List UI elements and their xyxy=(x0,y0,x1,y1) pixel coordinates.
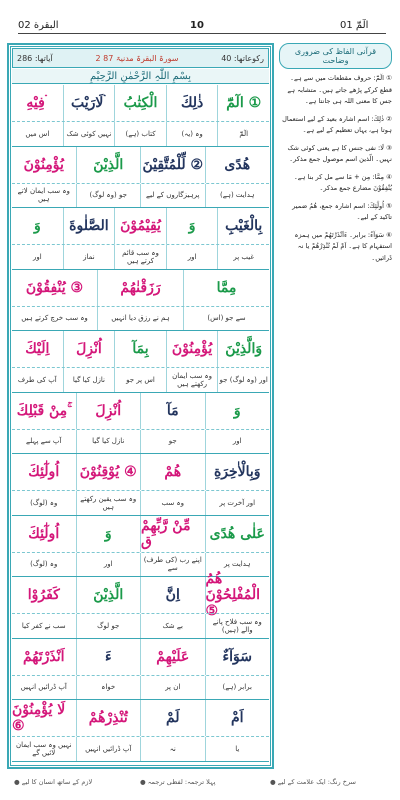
translation-row xyxy=(12,367,269,391)
arabic-word: ءَ xyxy=(76,639,141,675)
arabic-word: كَفَرُوْا xyxy=(27,587,60,604)
sidebar-title: قرآنی الفاظ کی ضروری وضاحت xyxy=(279,43,392,69)
arabic-word: رَزَقْنٰهُمْ xyxy=(97,270,183,306)
urdu-translation: خواہ xyxy=(76,676,141,699)
arabic-word: لَا يُؤْمِنُوْنَ ⑥ xyxy=(12,702,66,735)
word-row xyxy=(12,147,269,209)
surah-info-band xyxy=(12,48,269,68)
arabic-word: وَ xyxy=(76,516,141,552)
arabic-word: اَنْذَرْتَهُمْ xyxy=(22,648,65,665)
translation-row xyxy=(12,613,269,637)
arabic-word: اِنَّ xyxy=(140,577,205,613)
translation-row xyxy=(12,306,269,330)
surah-label: البقرة 02 xyxy=(18,20,59,31)
arabic-word: لِّلْمُتَّقِيْنَ ② xyxy=(140,147,205,183)
arabic-word: الْكِتٰبُ xyxy=(114,85,166,121)
arabic-word: سَوَآءٌ xyxy=(205,639,270,675)
word-row xyxy=(12,639,269,701)
arabic-word: عَلٰى هُدًى xyxy=(205,516,270,552)
arabic-word: مَآ xyxy=(140,393,205,429)
urdu-translation: وہ (لوگ) xyxy=(30,560,58,569)
urdu-translation: ان پر xyxy=(140,676,205,699)
ayat-count: آیاتھا: 286 xyxy=(17,53,53,63)
word-row xyxy=(12,270,269,332)
urdu-translation: بے شک xyxy=(140,614,205,637)
urdu-translation: سب نے کفر کیا xyxy=(21,621,66,630)
arabic-word: بِالْغَيْبِ xyxy=(217,208,269,244)
urdu-translation: یا xyxy=(205,737,270,760)
note-paragraph: ② ذٰلِكَ: اسم اشارہ بعید کے لیے استعمال ہوتا ہے، یہاں تعظیم کے لیے ہے۔ xyxy=(282,114,392,134)
arabic-word: مِنْ قَبْلِكَ ۚ xyxy=(16,402,71,419)
arabic-words xyxy=(12,270,269,306)
urdu-translation: آپ ڈرائیں انہیں xyxy=(76,737,141,760)
arabic-word: مِّنْ رَّبِّهِمْ ق xyxy=(140,516,205,552)
urdu-translation: وہ سب xyxy=(140,491,205,514)
urdu-translation: وہ سب فلاح پانے والے (ہیں) xyxy=(205,614,270,637)
translation-row xyxy=(12,121,269,145)
arabic-words xyxy=(12,147,269,183)
arabic-word: يُنْفِقُوْنَ ③ xyxy=(25,279,84,296)
note-paragraph: ③ لَا: نفی جنس کا ہے یعنی کوئی شک نہیں۔ الّذین اسم موصول جمع مذکر۔ xyxy=(287,143,392,163)
surah-title: 2 سورۃ البقرۃ مدنیۃ 87 xyxy=(95,53,179,63)
ruku-count: رکوعاتھا: 40 xyxy=(221,53,264,63)
urdu-translation: ہدایت پر xyxy=(205,553,270,576)
arabic-word: اُولٰٓئِكَ xyxy=(28,464,60,481)
arabic-word: يُؤْمِنُوْنَ xyxy=(166,331,218,367)
urdu-translation: آپ سے پہلے xyxy=(26,437,62,446)
word-row xyxy=(12,393,269,455)
urdu-translation: کتاب (ہے) xyxy=(114,122,166,145)
arabic-word: اِلَيْكَ xyxy=(25,341,50,358)
arabic-word: الَّذِيْنَ xyxy=(76,577,141,613)
arabic-word: لَمْ xyxy=(140,700,205,736)
word-row xyxy=(12,85,269,147)
footer-center: ● پہلا ترجمہ: لفظی ترجمہ xyxy=(140,778,216,786)
urdu-translation: نماز xyxy=(63,245,115,268)
urdu-translation: وہ سب ایمان رکھتے ہیں xyxy=(166,368,218,391)
urdu-translation: وہ سب قائم کرتے ہیں xyxy=(114,245,166,268)
arabic-word: عَلَيْهِمْ xyxy=(140,639,205,675)
urdu-translation: وہ سب یقین رکھتے ہیں xyxy=(76,491,141,514)
urdu-translation: نازل کیا گیا xyxy=(63,368,115,391)
arabic-words xyxy=(12,516,269,552)
arabic-word: وَ xyxy=(33,218,41,235)
note-paragraph: ④ مِمَّا: مِن + مَا سے مل کر بنا ہے۔ یُنْفِقُوْنَ مضارع جمع مذکر۔ xyxy=(293,172,392,192)
urdu-translation: ہدایت (ہے) xyxy=(205,184,270,207)
urdu-translation: وہ سب خرچ کرتے ہیں xyxy=(21,314,88,323)
urdu-translation: اور آخرت پر xyxy=(205,491,270,514)
arabic-word: تُنْذِرْهُمْ xyxy=(76,700,141,736)
arabic-word: اُولٰٓئِكَ xyxy=(28,525,60,542)
translation-row xyxy=(12,736,269,760)
urdu-translation: پرہیزگاروں کے لیے xyxy=(140,184,205,207)
arabic-words xyxy=(12,208,269,244)
translation-row xyxy=(12,490,269,514)
arabic-words xyxy=(12,639,269,675)
urdu-translation: ہم نے رزق دیا انہیں xyxy=(97,307,183,330)
arabic-words xyxy=(12,393,269,429)
urdu-translation: اور xyxy=(32,252,42,261)
arabic-word: بِمَآ xyxy=(114,331,166,367)
note-paragraph: ⑤ اُولٰٓئِكَ: اسم اشارہ جمع، ھُمُ ضمیر تاکید کے لیے۔ xyxy=(292,201,392,221)
urdu-translation: اپنے رب (کی طرف) سے xyxy=(140,553,205,576)
urdu-translation: (وہ لوگ) جو xyxy=(76,184,141,207)
translation-row xyxy=(12,183,269,207)
translation-row xyxy=(12,675,269,699)
arabic-word: اَمْ xyxy=(205,700,270,736)
word-row xyxy=(12,331,269,393)
urdu-translation: نہیں وہ سب ایمان لائیں گے xyxy=(15,740,72,757)
urdu-translation: الٓمّٓ xyxy=(217,122,269,145)
arabic-word: مِمَّا xyxy=(183,270,269,306)
word-row xyxy=(12,571,269,639)
arabic-word: وَ xyxy=(166,208,218,244)
sidebar xyxy=(279,43,392,270)
urdu-translation: وہ سب ایمان لاتے ہیں xyxy=(17,187,70,204)
urdu-translation: برابر (ہے) xyxy=(205,676,270,699)
arabic-word: هُمْ xyxy=(140,454,205,490)
arabic-word: وَ xyxy=(205,393,270,429)
footer-right: ● سرخ رنگ: ایک علامت کے لیے xyxy=(270,778,356,786)
arabic-words xyxy=(12,700,269,736)
arabic-word: هُمُ الْمُفْلِحُوْنَ ⑤ xyxy=(205,577,270,613)
arabic-word: اُنْزِلَ xyxy=(76,393,141,429)
note-paragraph: ⑥ سَوَآءٌ: برابر۔ ءَاَنْذَرْتَهُمْ میں ہمزہ استفہام کا ہے۔ اَمْ لَمْ تُنْذِرْهُمْ یا نہ ڈرائیں۔ xyxy=(294,230,392,262)
arabic-word: اُنْزِلَ xyxy=(63,331,115,367)
arabic-word: فِيْهِ ۛ xyxy=(26,95,49,112)
urdu-translation: اور (وہ لوگ) جو xyxy=(217,368,269,391)
notes-list xyxy=(279,73,392,264)
urdu-translation: وہ (لوگ) xyxy=(30,498,58,507)
note-paragraph: ① الٓمّٓ: حروف مقطعات میں سے ہے۔ قطع کرکے پڑھے جاتے ہیں۔ متشابہ ہے جس کا معنی اللہ ہی جانتا ہے۔ xyxy=(287,74,392,105)
urdu-translation: (یہ) وہ xyxy=(166,122,218,145)
arabic-word: وَالَّذِيْنَ xyxy=(217,331,269,367)
arabic-word: لَارَيْبَ ۛ xyxy=(63,85,115,121)
urdu-translation: اس پر جو xyxy=(114,368,166,391)
word-row xyxy=(12,700,269,762)
urdu-translation: نہیں کوئی شک xyxy=(63,122,115,145)
urdu-translation: نازل کیا گیا xyxy=(76,430,141,453)
arabic-word: يُقِيْمُوْنَ xyxy=(114,208,166,244)
urdu-translation: (اس) سے جو xyxy=(183,307,269,330)
word-row xyxy=(12,516,269,578)
arabic-word: يُؤْمِنُوْنَ xyxy=(23,156,64,173)
urdu-translation: اور xyxy=(76,553,141,576)
translation-row xyxy=(12,244,269,268)
footer-left: ● لازم کے ساتھ انسان کا لیے xyxy=(14,778,93,786)
arabic-word: هُدًى xyxy=(205,147,270,183)
arabic-word: ذٰلِكَ xyxy=(166,85,218,121)
page-number: 10 xyxy=(190,20,204,31)
arabic-word: وَبِالْاٰخِرَةِ xyxy=(205,454,270,490)
arabic-words xyxy=(12,331,269,367)
arabic-word: يُوْقِنُوْنَ ④ xyxy=(76,454,141,490)
arabic-words xyxy=(12,454,269,490)
arabic-word: الصَّلٰوةَ xyxy=(63,208,115,244)
header-rule xyxy=(18,33,386,34)
arabic-word: الَّذِيْنَ xyxy=(76,147,141,183)
translation-row xyxy=(12,429,269,453)
urdu-translation: نہ xyxy=(140,737,205,760)
urdu-translation: غیب پر xyxy=(217,245,269,268)
urdu-translation: اور xyxy=(205,430,270,453)
arabic-word: الٓمّٓ ① xyxy=(217,85,269,121)
urdu-translation: اس میں xyxy=(25,129,50,138)
basmala: بِسْمِ اللّٰہِ الرَّحْمٰنِ الرَّحِیْمِ xyxy=(12,69,269,84)
urdu-translation: جو لوگ xyxy=(76,614,141,637)
juz-label: الٓمّٓ 01 xyxy=(340,20,369,31)
arabic-words xyxy=(12,85,269,121)
word-row xyxy=(12,208,269,270)
urdu-translation: اور xyxy=(166,245,218,268)
arabic-words xyxy=(12,571,269,620)
word-row xyxy=(12,454,269,516)
urdu-translation: آپ کی طرف xyxy=(17,375,57,384)
urdu-translation: جو xyxy=(140,430,205,453)
urdu-translation: آپ ڈرائیں انہیں xyxy=(20,683,67,692)
